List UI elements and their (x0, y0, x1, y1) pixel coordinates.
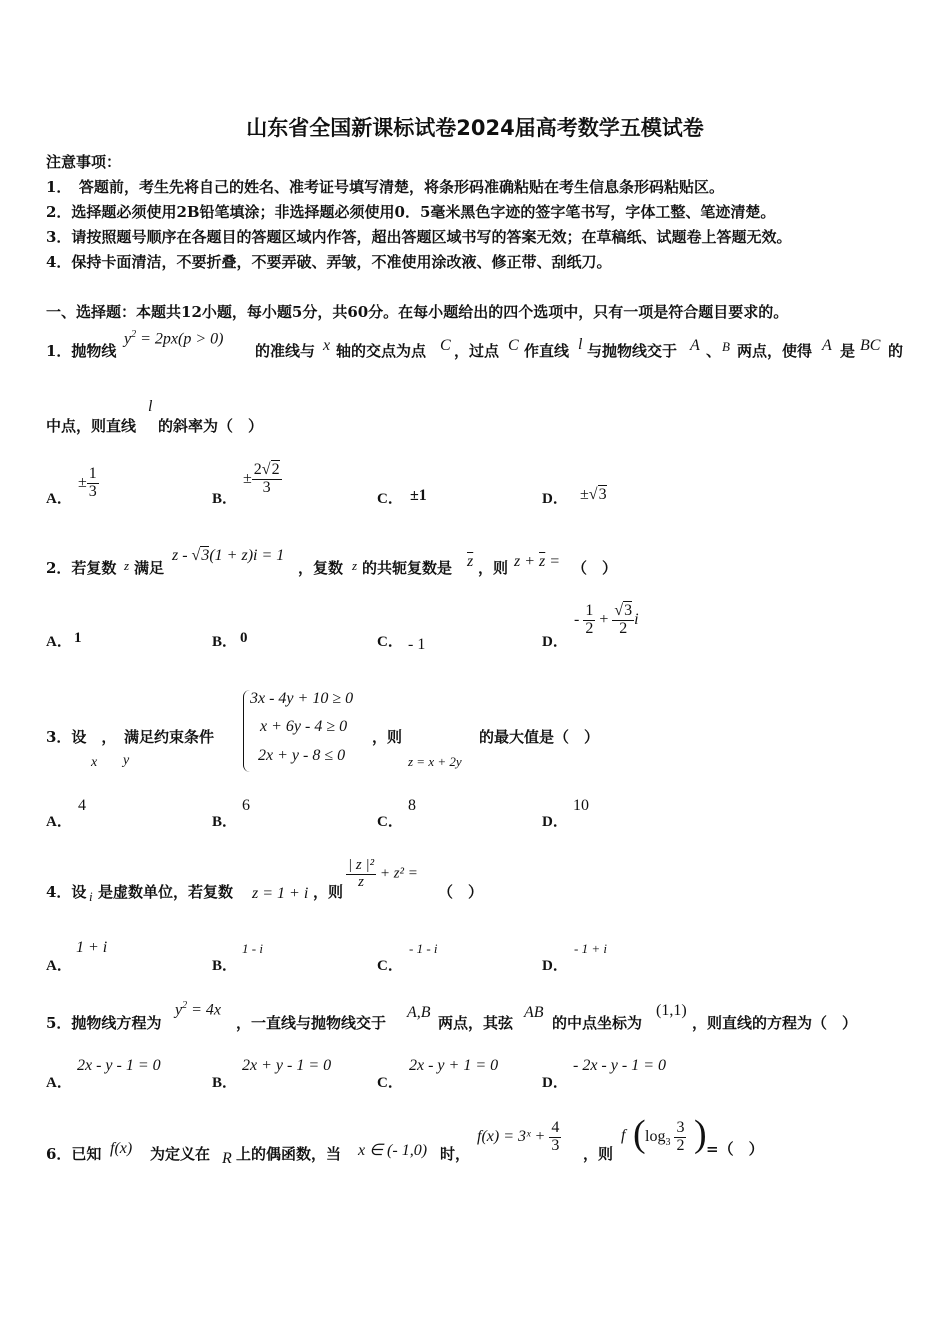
q1-var-bc: BC (860, 337, 881, 354)
q2-option-b-label: B． (212, 634, 238, 650)
q5-text-1: 5．抛物线方程为 (46, 1014, 162, 1032)
q2-option-a-value: 1 (74, 630, 82, 646)
q6-text-4: 时， (440, 1145, 471, 1163)
q2-var-z-2: z (352, 558, 358, 573)
q3-var-x: x (91, 755, 98, 770)
q2-var-z: z (124, 558, 130, 573)
q2-text-5: ，则 (478, 559, 509, 577)
q5-option-b-label: B． (212, 1075, 238, 1091)
q3-option-c-label: C． (377, 814, 403, 830)
q5-option-b-value: 2x + y - 1 = 0 (242, 1057, 332, 1074)
q6-f-symbol: f (621, 1127, 626, 1144)
section-header: 一、选择题：本题共12小题，每小题5分，共60分。在每小题给出的四个选项中，只有一项是符合题目要求的。 (46, 303, 789, 321)
notice-item-4: 4．保持卡面清洁，不要折叠，不要弄破、弄皱，不准使用涂改液、修正带、刮纸刀。 (46, 253, 612, 271)
q5-equation: $y^2 = 4x$ (175, 1000, 222, 1019)
q5-option-d-value: - 2x - y - 1 = 0 (573, 1057, 666, 1074)
q5-text-2: ，一直线与抛物线交于 (236, 1014, 387, 1032)
q3-var-y: y (123, 753, 130, 768)
q1-sep: 、 (706, 342, 722, 360)
q1-text-1: 1．抛物线 (46, 342, 117, 360)
q2-text-2: 满足 (134, 559, 165, 577)
q6-text-6: =（ ） (706, 1140, 764, 1158)
notice-item-1: 1． 答题前，考生先将自己的姓名、准考证号填写清楚，将条形码准确粘贴在考生信息条形码粘贴区。 (46, 178, 724, 196)
q6-right-paren: ) (694, 1113, 707, 1155)
q1-text-4: ，过点 (454, 342, 500, 360)
q3-objective: z = x + 2y (408, 754, 462, 769)
q4-option-c-label: C． (377, 958, 403, 974)
q2-option-d-label: D． (542, 634, 568, 650)
q1-option-a-label: A． (46, 491, 72, 507)
q5-points: A,B (407, 1004, 431, 1021)
q4-text-2: 是虚数单位，若复数 (98, 883, 234, 901)
q1-option-d-label: D． (542, 491, 568, 507)
q5-text-3: 两点，其弦 (438, 1014, 514, 1032)
q1-var-l-2: l (148, 398, 153, 415)
q1-option-c-value: ±1 (410, 487, 427, 504)
q1-var-c: C (440, 337, 451, 354)
q1-option-b-label: B． (212, 491, 238, 507)
q2-equation: z - √3(1 + z)i = 1 (172, 547, 285, 564)
q3-option-a-value: 4 (78, 797, 86, 814)
q4-expression-tail: + z² = (379, 865, 418, 882)
q4-fraction-numerator: | z |² (348, 857, 375, 873)
q4-fraction-denominator: z (358, 873, 364, 890)
q1-text-5: 作直线 (524, 342, 570, 360)
q4-expression (346, 858, 418, 891)
q3-constraint-2: x + 6y - 4 ≥ 0 (260, 718, 348, 735)
q4-text-4: （ ） (438, 883, 484, 901)
q2-option-c-label: C． (377, 634, 403, 650)
q1-text-9: 的 (888, 342, 904, 360)
q3-text-2: ，则 (372, 728, 403, 746)
q5-option-a-label: A． (46, 1075, 72, 1091)
q4-option-a-value: 1 + i (76, 939, 108, 956)
q6-text-5: ，则 (583, 1145, 614, 1163)
q3-option-d-value: 10 (573, 797, 589, 814)
q5-midpoint: (1,1) (656, 1002, 687, 1019)
q6-definition: f(x) = 3ˣ + $\frac{4}{3}$ (477, 1119, 560, 1154)
q5-text-5: ，则直线的方程为（ ） (692, 1014, 858, 1032)
q1-text-6: 与抛物线交于 (587, 342, 678, 360)
q4-option-b-label: B． (212, 958, 238, 974)
q2-var-zbar: $\overline{z}$ (467, 553, 474, 570)
q2-text-3: ，复数 (298, 559, 344, 577)
q1-var-x: x (323, 337, 331, 354)
q3-option-b-value: 6 (242, 797, 250, 814)
q5-option-a-value: 2x - y - 1 = 0 (77, 1057, 161, 1074)
q4-option-a-label: A． (46, 958, 72, 974)
q3-option-a-label: A． (46, 814, 72, 830)
q1-line2-text-b: 的斜率为（ ） (158, 417, 264, 435)
q1-var-c-2: C (508, 337, 519, 354)
q5-option-c-label: C． (377, 1075, 403, 1091)
q3-option-d-label: D． (542, 814, 568, 830)
q4-text-3: ，则 (313, 883, 344, 901)
q6-text-2: 为定义在 (150, 1145, 211, 1163)
q3-text-1: 3．设 ， 满足约束条件 (46, 728, 214, 746)
q1-var-a: A (690, 337, 700, 354)
q2-option-b-value: 0 (240, 630, 248, 646)
q4-z-definition: z = 1 + i (252, 885, 309, 902)
q1-option-b-value: ± $\frac{2√2}{3}$ (243, 461, 280, 496)
q1-var-a-2: A (822, 337, 832, 354)
q6-log-expression: $\log_3$ $\frac{3}{2}$ (645, 1119, 685, 1154)
q4-var-i: i (89, 889, 93, 904)
q6-definition-text: f(x) = 3ˣ + (477, 1127, 546, 1145)
q2-expression: $z + \overline{z}$ = (514, 553, 561, 570)
q5-text-4: 的中点坐标为 (552, 1014, 643, 1032)
q1-option-c-label: C． (377, 491, 403, 507)
q1-text-8: 是 (840, 342, 856, 360)
q3-constraint-1: 3x - 4y + 10 ≥ 0 (250, 690, 354, 707)
q6-domain: x ∈ (- 1,0) (358, 1142, 428, 1159)
q1-line2-text-a: 中点，则直线 (46, 417, 137, 435)
q5-option-c-value: 2x - y + 1 = 0 (409, 1057, 499, 1074)
q4-text-1: 4．设 (46, 883, 87, 901)
notice-heading: 注意事项： (46, 153, 122, 171)
q4-option-b-value: 1 - i (242, 941, 263, 956)
q3-brace (243, 690, 250, 772)
q3-option-c-value: 8 (408, 797, 416, 814)
q5-chord: AB (524, 1004, 544, 1021)
q1-var-l: l (578, 336, 583, 353)
q2-text-6: （ ） (572, 559, 618, 577)
q2-text-1: 2．若复数 (46, 559, 117, 577)
q6-function: f(x) (110, 1140, 133, 1157)
q2-option-d-value: - $\frac{1}{2}$ + $\frac{√3}{2}$ i (574, 602, 639, 637)
q6-log: log (645, 1127, 666, 1145)
q3-constraint-3: 2x + y - 8 ≤ 0 (258, 747, 346, 764)
q6-var-r: R (222, 1150, 232, 1167)
q1-equation: $y^2 = 2px(p > 0)$ (124, 329, 224, 348)
q1-text-3: 轴的交点为点 (336, 342, 427, 360)
q1-var-b: B (722, 339, 730, 354)
q1-option-a-value: ± $\frac{1}{3}$ (78, 465, 97, 500)
notice-item-2: 2．选择题必须使用2B铅笔填涂；非选择题必须使用0．5毫米黑色字迹的签字笔书写，字体工整、笔迹清楚。 (46, 203, 776, 221)
q2-option-c-value: - 1 (408, 636, 426, 653)
q3-text-3: 的最大值是（ ） (479, 728, 600, 746)
page-title: 山东省全国新课标试卷2024届高考数学五模试卷 (246, 116, 704, 140)
q6-text-1: 6．已知 (46, 1145, 102, 1163)
q3-option-b-label: B． (212, 814, 238, 830)
q1-text-2: 的准线与 (255, 342, 316, 360)
q4-option-c-value: - 1 - i (409, 941, 438, 956)
notice-item-3: 3．请按照题号顺序在各题目的答题区域内作答，超出答题区域书写的答案无效；在草稿纸、试题卷上答题无效。 (46, 228, 792, 246)
q2-text-4: 的共轭复数是 (362, 559, 453, 577)
q6-text-3: 上的偶函数，当 (236, 1145, 342, 1163)
q2-option-a-label: A． (46, 634, 72, 650)
q4-option-d-value: - 1 + i (574, 941, 607, 956)
q4-option-d-label: D． (542, 958, 568, 974)
q6-left-paren: ( (633, 1113, 646, 1155)
q1-option-d-value: ±√3 (580, 486, 607, 503)
q5-option-d-label: D． (542, 1075, 568, 1091)
q1-text-7: 两点，使得 (737, 342, 813, 360)
